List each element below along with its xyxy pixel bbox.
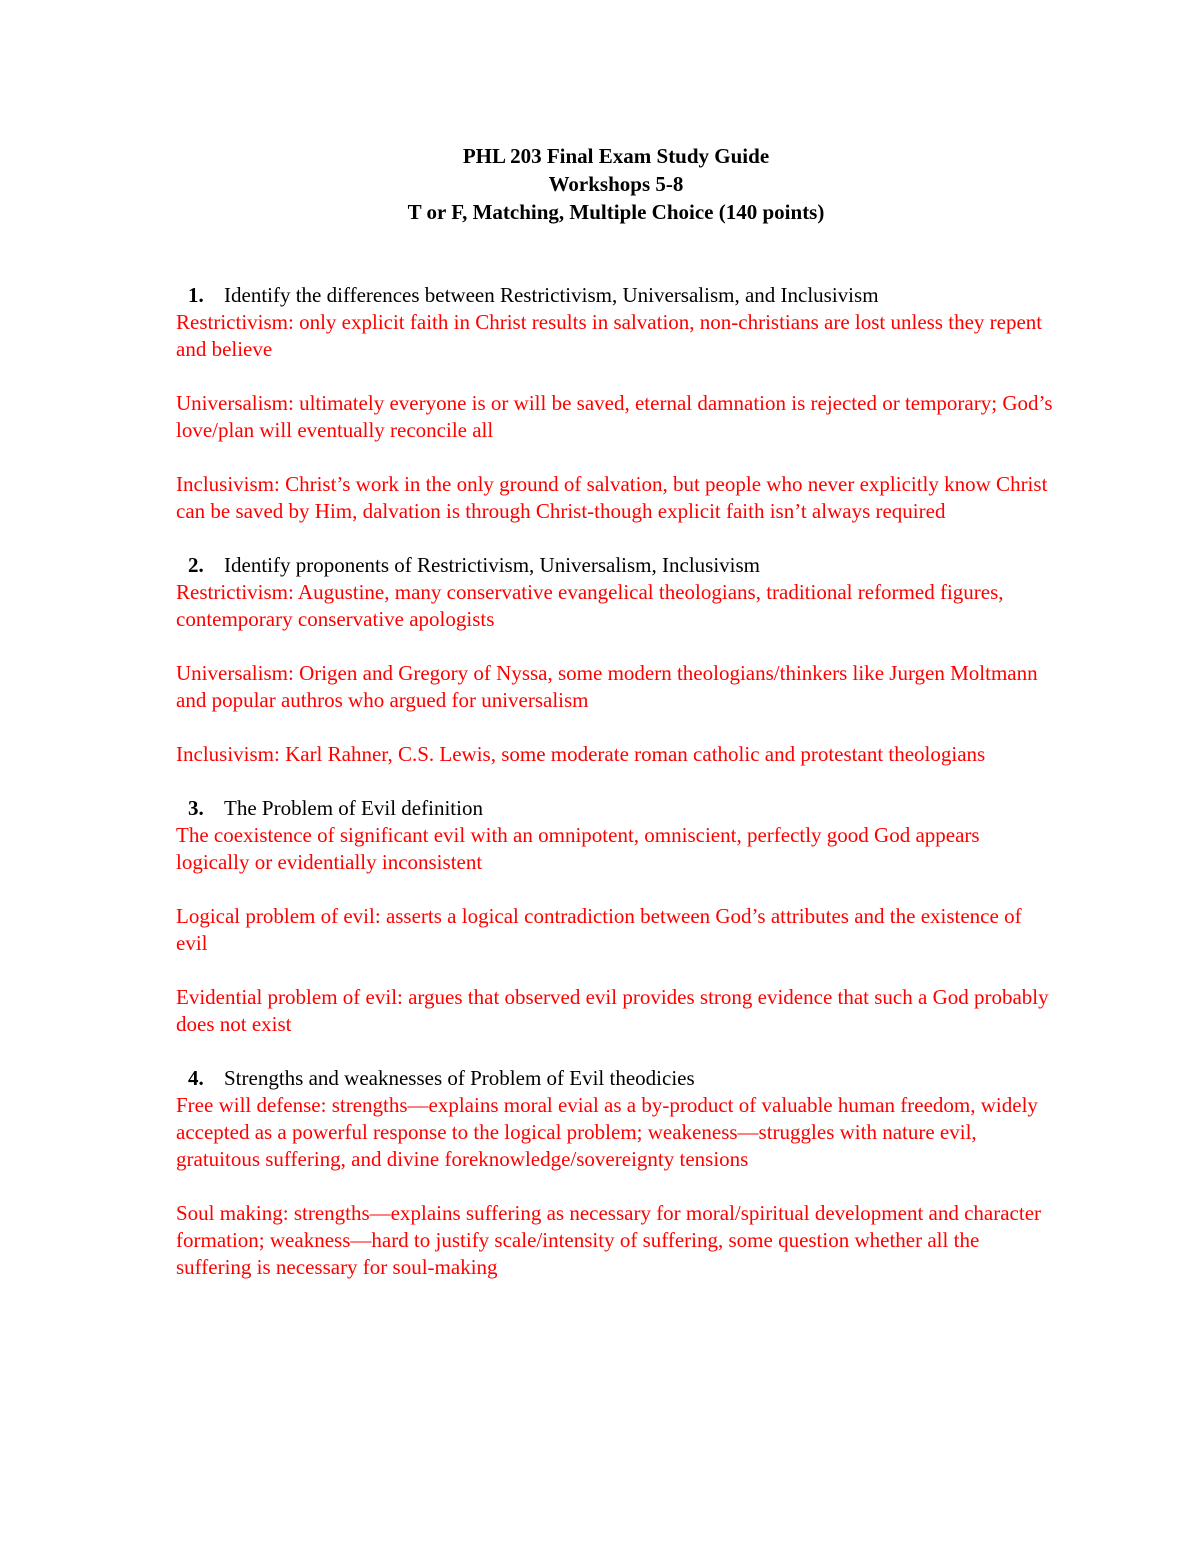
answer-restrictivism-proponents: Restrictivism: Augustine, many conservative evangelical theologians, traditional reformed figures, contemporary conservative apologists [176, 580, 1004, 631]
question-text: Identify proponents of Restrictivism, Universalism, Inclusivism [224, 553, 761, 577]
question-text: Identify the differences between Restrictivism, Universalism, and Inclusivism [224, 283, 879, 307]
answer-universalism: Universalism: ultimately everyone is or will be saved, eternal damnation is rejected or temporary; God’s love/plan will eventually reconcile all [176, 391, 1053, 442]
question-4 [176, 1065, 1056, 1092]
answer-restrictivism: Restrictivism: only explicit faith in Christ results in salvation, non-christians are lost unless they repent and believe [176, 310, 1043, 361]
answer-universalism-proponents: Universalism: Origen and Gregory of Nyssa, some modern theologians/thinkers like Jurgen Moltmann and popular authros who argued for universalism [176, 661, 1038, 712]
document-page [176, 142, 1056, 1281]
answer-problem-of-evil-definition: The coexistence of significant evil with an omnipotent, omniscient, perfectly good God appears logically or evidentially inconsistent [176, 823, 980, 874]
question-2 [176, 552, 1056, 579]
question-text: The Problem of Evil definition [224, 796, 483, 820]
question-text: Strengths and weaknesses of Problem of Evil theodicies [224, 1066, 695, 1090]
answer-free-will-defense: Free will defense: strengths—explains moral evial as a by-product of valuable human freedom, widely accepted as a powerful response to the logical problem; weakeness—struggles with nature evil, gratuitous suffering, and divine foreknowledge/sovereignty tensions [176, 1093, 1038, 1171]
document-header [176, 142, 1056, 226]
question-number: 3. [188, 796, 204, 820]
question-1 [176, 282, 1056, 309]
exam-format: T or F, Matching, Multiple Choice (140 points) [407, 200, 825, 224]
question-number: 2. [188, 553, 204, 577]
page-subtitle: Workshops 5-8 [548, 172, 684, 196]
question-3 [176, 795, 1056, 822]
answer-inclusivism-proponents: Inclusivism: Karl Rahner, C.S. Lewis, some moderate roman catholic and protestant theologians [176, 742, 986, 766]
page-title: PHL 203 Final Exam Study Guide [462, 144, 770, 168]
answer-inclusivism: Inclusivism: Christ’s work in the only ground of salvation, but people who never explicitly know Christ can be saved by Him, dalvation is through Christ-though explicit faith isn’t always required [176, 472, 1048, 523]
answer-logical-problem: Logical problem of evil: asserts a logical contradiction between God’s attributes and the existence of evil [176, 904, 1022, 955]
answer-soul-making: Soul making: strengths—explains suffering as necessary for moral/spiritual development and character formation; weakness—hard to justify scale/intensity of suffering, some question whether all the suffering is necessary for soul-making [176, 1201, 1042, 1279]
question-number: 1. [188, 283, 204, 307]
question-number: 4. [188, 1066, 204, 1090]
answer-evidential-problem: Evidential problem of evil: argues that observed evil provides strong evidence that such a God probably does not exist [176, 985, 1049, 1036]
